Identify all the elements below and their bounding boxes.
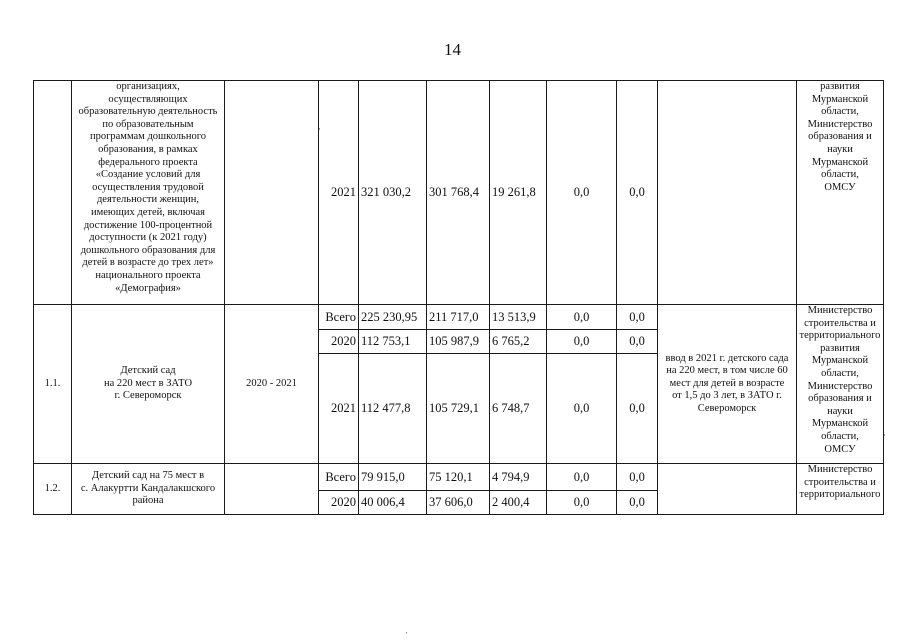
cell-local: 19 261,8	[490, 81, 547, 305]
cell-year: Всего	[319, 464, 359, 491]
cell-year: 2021	[319, 354, 359, 464]
cell-total: 112 477,8	[359, 354, 427, 464]
cell-description: организациях, осуществляющих образовательную деятельность по образовательным программам дошкольного образования, в рамках федерального проекта «Создание условий для осуществления трудовой деятельности женщин, имеющих детей, включая достижение 100-процентной доступности (к 2021 году) дошкольного образования для детей в возрасте до трех лет» национального проекта «Демография»	[72, 81, 225, 305]
table-row-continuation	[34, 81, 884, 305]
cell-zero-2: 0,0	[617, 354, 658, 464]
cell-item-name: Детский сад на 75 мест в с. Алакуртти Кандалакшского района	[72, 464, 225, 515]
cell-item-period: 2020 - 2021	[225, 305, 319, 464]
cell-item-name: Детский сад на 220 мест в ЗАТО г. Североморск	[72, 305, 225, 464]
cell-item-executor: Министерство строительства и территориального	[797, 464, 884, 515]
scan-speck: ·	[883, 430, 886, 440]
cell-regional: 105 987,9	[427, 330, 490, 354]
cell-total: 79 915,0	[359, 464, 427, 491]
cell-item-result-empty	[658, 464, 797, 515]
cell-local: 2 400,4	[490, 491, 547, 515]
cell-regional: 211 717,0	[427, 305, 490, 330]
cell-zero-1: 0,0	[547, 464, 617, 491]
cell-regional: 105 729,1	[427, 354, 490, 464]
cell-total: 112 753,1	[359, 330, 427, 354]
cell-item-number: 1.1.	[34, 305, 72, 464]
cell-zero-1: 0,0	[547, 305, 617, 330]
cell-year: Всего	[319, 305, 359, 330]
cell-zero-2: 0,0	[617, 305, 658, 330]
cell-result-empty	[658, 81, 797, 305]
cell-item-number: 1.2.	[34, 464, 72, 515]
scan-speck: ·	[318, 124, 321, 134]
cell-local: 6 765,2	[490, 330, 547, 354]
cell-zero-2: 0,0	[617, 491, 658, 515]
cell-regional: 75 120,1	[427, 464, 490, 491]
cell-number-empty	[34, 81, 72, 305]
cell-year: 2020	[319, 330, 359, 354]
table-row	[34, 305, 884, 330]
cell-total: 321 030,2	[359, 81, 427, 305]
cell-total: 225 230,95	[359, 305, 427, 330]
cell-executor: развития Мурманской области, Министерство образования и науки Мурманской области, ОМСУ	[797, 81, 884, 305]
cell-year: 2020	[319, 491, 359, 515]
scan-speck: ·	[405, 628, 408, 638]
cell-local: 6 748,7	[490, 354, 547, 464]
program-table	[33, 80, 884, 515]
cell-zero-1: 0,0	[547, 491, 617, 515]
cell-regional: 301 768,4	[427, 81, 490, 305]
page-number: 14	[444, 40, 461, 59]
cell-zero-2: 0,0	[617, 330, 658, 354]
cell-zero-1: 0,0	[547, 81, 617, 305]
cell-local: 13 513,9	[490, 305, 547, 330]
cell-zero-1: 0,0	[547, 330, 617, 354]
cell-local: 4 794,9	[490, 464, 547, 491]
cell-item-executor: Министерство строительства и территориального развития Мурманской области, Министерство образования и науки Мурманской области, ОМСУ	[797, 305, 884, 464]
cell-zero-2: 0,0	[617, 81, 658, 305]
cell-year: 2021	[319, 81, 359, 305]
cell-item-period-empty	[225, 464, 319, 515]
cell-item-result: ввод в 2021 г. детского сада на 220 мест, в том числе 60 мест для детей в возрасте от 1,5 до 3 лет, в ЗАТО г. Североморск	[658, 305, 797, 464]
cell-zero-1: 0,0	[547, 354, 617, 464]
cell-regional: 37 606,0	[427, 491, 490, 515]
table-row	[34, 464, 884, 491]
cell-period-empty	[225, 81, 319, 305]
cell-zero-2: 0,0	[617, 464, 658, 491]
cell-total: 40 006,4	[359, 491, 427, 515]
